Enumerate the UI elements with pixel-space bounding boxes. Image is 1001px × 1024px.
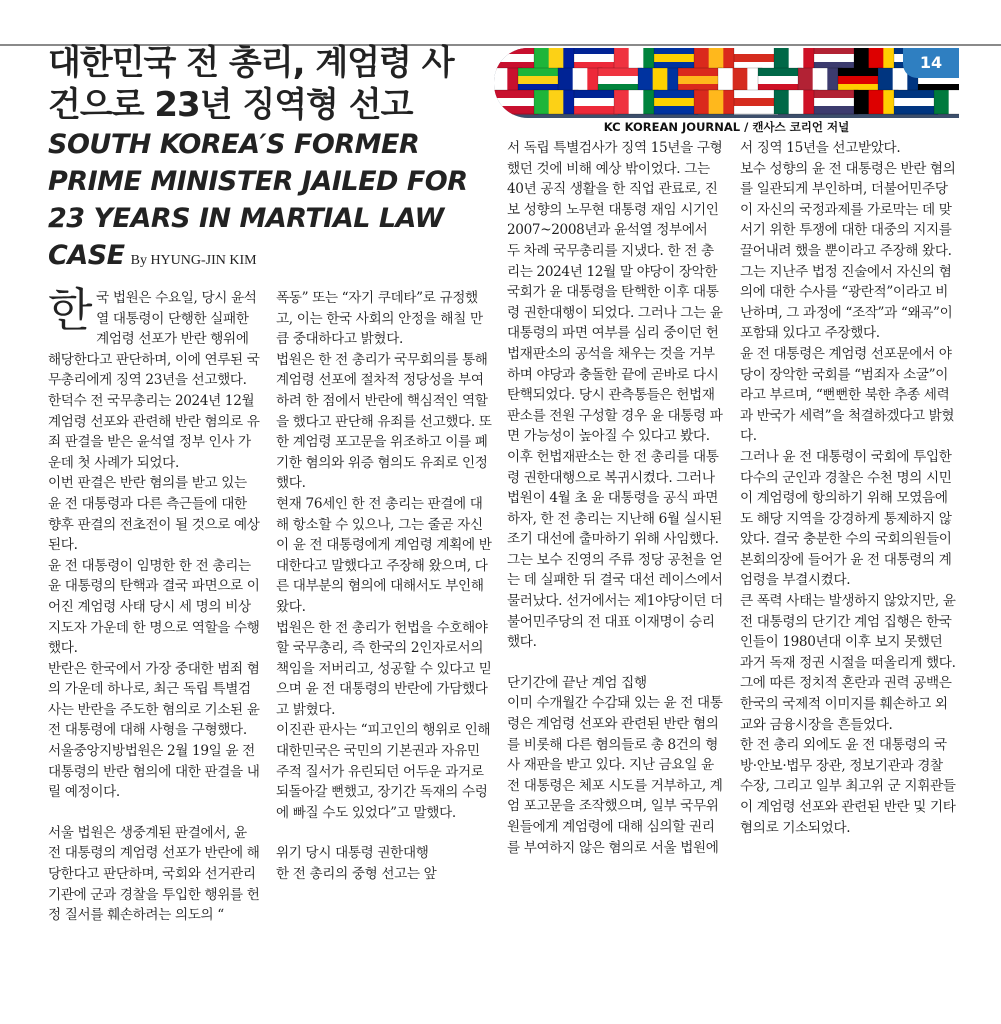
paragraph-spacer bbox=[507, 653, 724, 673]
headline-english bbox=[48, 126, 468, 279]
headline-korean: 대한민국 전 총리, 계엄령 사건으로 23년 징역형 선고 bbox=[48, 43, 454, 125]
article-paragraph bbox=[48, 283, 260, 473]
flags-banner bbox=[494, 48, 959, 118]
article-paragraph: 한 전 총리 외에도 윤 전 대통령의 국방·안보·법무 장관, 정보기관과 경찰 수장, 그리고 일부 최고위 군 지휘관들이 계엄령 선포와 관련된 반란 및 기타 혐의로 기소되었다. bbox=[740, 737, 956, 836]
article-paragraph-text: 국 법원은 수요일, 당시 윤석열 대통령이 단행한 실패한 계엄령 선포가 반란 행위에 해당한다고 판단하며, 이에 연루된 국무총리에게 징역 23년을 선고했다. 한덕수 전 국무총리는 2024년 12월 계엄령 선포와 관련해 반란 혐의로 유죄 판결을 받은 윤석열 정부 인사 가운데 첫 사례가 되었다. bbox=[48, 290, 260, 471]
article-paragraph: 한 전 총리의 중형 선고는 앞 bbox=[276, 866, 437, 883]
byline: By HYUNG-JIN KIM bbox=[130, 253, 257, 268]
article-paragraph: 단기간에 끝난 계엄 집행 bbox=[507, 674, 647, 691]
article-paragraph: 그러나 윤 전 대통령이 국회에 투입한 다수의 군인과 경찰은 수천 명의 시민이 계엄령에 항의하기 위해 모였음에도 해당 지역을 강경하게 통제하지 않았다. 결국 충분한 수의 국회의원들이 본회의장에 들어가 윤 전 대통령의 계엄령을 부결시켰다. bbox=[740, 448, 952, 589]
article-column-1 bbox=[48, 283, 260, 926]
article-column-4 bbox=[740, 138, 958, 838]
article-paragraph: 법원은 한 전 총리가 헌법을 수호해야 할 국무총리, 즉 한국의 2인자로서의 책임을 저버리고, 성공할 수 있다고 믿으며 윤 전 대통령의 반란에 가담했다고 밝혔다. bbox=[276, 619, 492, 718]
article-paragraph: 위기 당시 대통령 권한대행 bbox=[276, 845, 429, 862]
article-paragraph: 이진관 판사는 “피고인의 행위로 인해 대한민국은 국민의 기본권과 자유민주적 질서가 유린되던 어두운 과거로 되돌아갈 뻔했고, 장기간 독재의 수렁에 빠질 수도 있었다”고 말했다. bbox=[276, 722, 491, 821]
article-paragraph: 서 징역 15년을 선고받았다. bbox=[740, 140, 901, 156]
article-paragraph: 현재 76세인 한 전 총리는 판결에 대해 항소할 수 있으나, 그는 줄곧 자신이 윤 전 대통령에게 계엄령 계획에 반대한다고 말했다고 주장해 왔으며, 다른 대부분의 혐의에 대해서도 부인해 왔다. bbox=[276, 495, 492, 615]
paragraph-spacer bbox=[276, 823, 492, 843]
article-paragraph: 이번 판결은 반란 혐의를 받고 있는 윤 전 대통령과 다른 측근들에 대한 향후 판결의 전초전이 될 것으로 예상된다. bbox=[48, 475, 260, 554]
article-paragraph: 윤 전 대통령이 임명한 한 전 총리는 윤 대통령의 탄핵과 결국 파면으로 이어진 계엄령 사태 당시 세 명의 비상 지도자 가운데 한 명으로 역할을 수행했다. bbox=[48, 557, 260, 657]
page-number: 14 bbox=[903, 48, 959, 78]
article-paragraph: 보수 성향의 윤 전 대통령은 반란 혐의를 일관되게 부인하며, 더불어민주당이 자신의 국정과제를 가로막는 데 맞서기 위한 투쟁에 대한 대중의 지지를 끌어내려 했을 뿐이라고 주장해 왔다. 그는 지난주 법정 진술에서 자신의 혐의에 대한 수사를 “광란적”이라고 비난하며, 그 과정에 “조작”과 “왜곡”이 포함돼 있다고 주장했다. bbox=[740, 160, 956, 342]
drop-cap: 한 bbox=[48, 283, 93, 337]
article-paragraph: 폭동” 또는 “자기 쿠데타”로 규정했고, 이는 한국 사회의 안정을 해칠 만큼 중대하다고 밝혔다. bbox=[276, 290, 483, 348]
headline-english-text: SOUTH KOREA′S FORMER PRIME MINISTER JAILED FOR 23 YEARS IN MARTIAL LAW CASE bbox=[48, 129, 468, 271]
article-paragraph: 큰 폭력 사태는 발생하지 않았지만, 윤 전 대통령의 단기간 계엄 집행은 한국인들이 1980년대 이후 보지 못했던 과거 독재 정권 시절을 떠올리게 했다. 그에 따른 정치적 혼란과 권력 공백은 한국의 국제적 이미지를 훼손하고 외교와 금융시장을 흔들었다. bbox=[740, 593, 956, 733]
article-paragraph: 이미 수개월간 수감돼 있는 윤 전 대통령은 계엄령 선포와 관련된 반란 혐의를 비롯해 다른 혐의들로 총 8건의 형사 재판을 받고 있다. 지난 금요일 윤 전 대통령은 체포 시도를 거부하고, 계엄 포고문을 조작했으며, 일부 국무위원들에게 계엄령에 대해 심의할 권리를 부여하지 않은 혐의로 서울 법원에 bbox=[507, 695, 723, 856]
masthead: KC KOREAN JOURNAL / 캔사스 코리언 저널 bbox=[603, 120, 850, 134]
article-paragraph: 법원은 한 전 총리가 국무회의를 통해 계엄령 선포에 절차적 정당성을 부여하려 한 점에서 반란에 핵심적인 역할을 했다고 판단해 유죄를 선고했다. 또한 계엄령 포고문을 위조하고 이를 폐기한 혐의와 위증 혐의도 유죄로 인정했다. bbox=[276, 351, 492, 492]
headline-block bbox=[48, 42, 468, 279]
article-paragraph: 이후 헌법재판소는 한 전 총리를 대통령 권한대행으로 복귀시켰다. 그러나 법원이 4월 초 윤 대통령을 공식 파면하자, 한 전 총리는 지난해 6월 실시된 조기 대선에 출마하기 위해 사임했다. 그는 보수 진영의 주류 정당 공천을 얻는 데 실패한 뒤 결국 대선 레이스에서 물러났다. 선거에서는 제1야당이던 더불어민주당의 전 대표 이재명이 승리했다. bbox=[507, 448, 723, 651]
paragraph-spacer bbox=[48, 803, 260, 823]
article-paragraph: 서 독립 특별검사가 징역 15년을 구형했던 것에 비해 예상 밖이었다. 그는 40년 공직 생활을 한 직업 관료로, 진보 성향의 노무현 대통령 재임 시기인 2007~2008년과 윤석열 정부에서 두 차례 국무총리를 지냈다. 한 전 총리는 2024년 12월 말 야당이 장악한 국회가 윤 대통령을 탄핵한 이후 대통령 권한대행이 되었다. 그러나 그는 윤 대통령의 파면 여부를 심리 중이던 헌법재판소의 공석을 채우는 것을 거부하며 야당과 충돌한 끝에 곧바로 다시 탄핵되었다. 당시 관측통들은 헌법재판소를 전원 구성할 경우 윤 대통령 파면 가능성이 높아질 수 있다고 봤다. bbox=[507, 140, 723, 445]
article-paragraph: 윤 전 대통령은 계엄령 선포문에서 야당이 장악한 국회를 “범죄자 소굴”이라고 부르며, “뻔뻔한 북한 추종 세력과 반국가 세력”을 척결하겠다고 밝혔다. bbox=[740, 345, 955, 445]
article-paragraph: 반란은 한국에서 가장 중대한 범죄 혐의 가운데 하나로, 최근 독립 특별검사는 반란을 주도한 혐의로 기소된 윤 전 대통령에 대해 사형을 구형했다. 서울중앙지방법원은 2월 19일 윤 전 대통령의 반란 혐의에 대한 판결을 내릴 예정이다. bbox=[48, 660, 260, 801]
article-column-2 bbox=[276, 288, 492, 885]
article-column-3 bbox=[507, 138, 724, 858]
article-paragraph: 서울 법원은 생중계된 판결에서, 윤 전 대통령의 계엄령 선포가 반란에 해당한다고 판단하며, 국회와 선거관리기관에 군과 경찰을 투입한 행위를 헌정 질서를 훼손하려는 의도의 “ bbox=[48, 824, 260, 924]
world-flags-image bbox=[494, 48, 959, 118]
